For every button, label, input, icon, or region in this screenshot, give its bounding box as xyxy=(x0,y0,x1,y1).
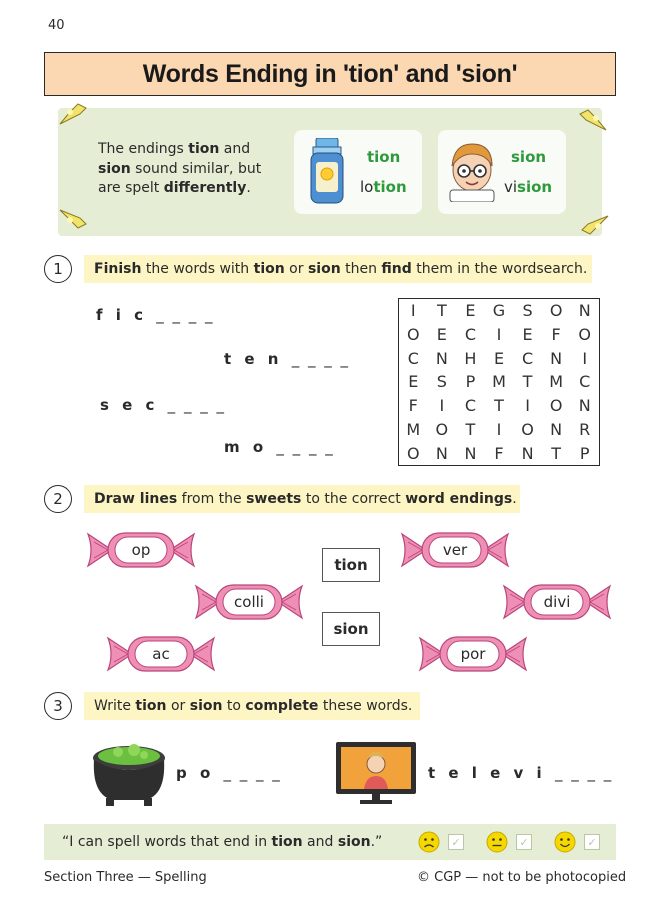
sweet-label: ac xyxy=(152,645,170,663)
wordsearch-cell[interactable]: O xyxy=(549,396,563,416)
wordsearch-cell[interactable]: N xyxy=(464,443,477,463)
page-title: Words Ending in 'tion' and 'sion' xyxy=(142,59,518,88)
tick-box-ok[interactable]: ✓ xyxy=(516,834,532,850)
wordsearch-cell[interactable]: E xyxy=(465,301,476,321)
wordsearch-cell[interactable]: O xyxy=(578,325,591,345)
wordsearch-cell[interactable]: I xyxy=(582,348,588,368)
ending-box-tion[interactable]: tion xyxy=(322,548,380,582)
sweet-ver[interactable] xyxy=(398,530,512,570)
wordsearch-cell[interactable]: I xyxy=(525,396,530,416)
television-icon xyxy=(334,740,418,806)
wordsearch-cell[interactable]: C xyxy=(407,348,419,368)
wordsearch-cell[interactable]: T xyxy=(522,372,533,392)
sweet-label: divi xyxy=(543,593,571,611)
wordsearch-cell[interactable]: C xyxy=(579,372,591,392)
sweet-por[interactable] xyxy=(416,634,530,674)
question-3-instruction: Write tion or sion to complete these words. xyxy=(84,692,420,720)
card-ending-sion: sion xyxy=(511,148,547,166)
wordsearch-cell[interactable]: M xyxy=(549,372,564,392)
wordsearch-cell[interactable]: O xyxy=(549,301,563,321)
wordsearch-cell[interactable]: C xyxy=(464,396,476,416)
wordsearch-cell[interactable]: F xyxy=(408,396,418,416)
wordsearch-cell[interactable]: F xyxy=(494,443,504,463)
card-example-vision: vision xyxy=(504,178,553,196)
wordsearch-cell[interactable]: S xyxy=(522,301,533,321)
fill-word-po[interactable]: p o _ _ _ _ xyxy=(176,764,282,782)
wordsearch-cell[interactable]: O xyxy=(406,443,420,463)
wordsearch-cell[interactable]: O xyxy=(435,419,449,439)
title-box xyxy=(44,52,616,96)
wordsearch-cell[interactable]: M xyxy=(406,419,421,439)
sweet-label: op xyxy=(131,541,151,559)
lotion-bottle-icon xyxy=(308,138,346,206)
wordsearch-grid[interactable] xyxy=(398,298,600,466)
wordsearch-cell[interactable]: C xyxy=(464,325,476,345)
question-2-instruction: Draw lines from the sweets to the correct word endings . xyxy=(84,485,520,513)
wordsearch-cell[interactable]: N xyxy=(435,348,448,368)
cauldron-icon xyxy=(88,740,170,808)
sad-face-icon xyxy=(418,831,440,853)
wordsearch-cell[interactable]: H xyxy=(464,348,477,368)
wordsearch-cell[interactable]: T xyxy=(551,443,562,463)
wordsearch-cell[interactable]: C xyxy=(521,348,534,368)
wordsearch-cell[interactable]: R xyxy=(579,419,591,439)
wordsearch-cell[interactable]: I xyxy=(496,419,502,439)
wordsearch-cell[interactable]: T xyxy=(436,301,447,321)
question-number-2: 2 xyxy=(44,485,72,513)
question-number-1: 1 xyxy=(44,255,72,283)
wordsearch-cell[interactable]: I xyxy=(410,301,416,321)
sweet-divi[interactable] xyxy=(500,582,614,622)
pin-icon xyxy=(56,206,90,234)
sweet-label: colli xyxy=(234,593,264,611)
wordsearch-cell[interactable]: O xyxy=(521,419,534,439)
wordsearch-cell[interactable]: I xyxy=(439,396,445,416)
wordsearch-cell[interactable]: N xyxy=(435,443,448,463)
wordsearch-cell[interactable]: N xyxy=(550,419,563,439)
self-check-statement: “I can spell words that end in tion and sion.” xyxy=(62,834,383,850)
question-1-instruction: Finish the words with tion or sion then find them in the wordsearch. xyxy=(84,255,592,283)
wordsearch-cell[interactable]: I xyxy=(496,325,502,345)
wordsearch-cell[interactable]: P xyxy=(579,443,590,463)
fill-word-fic[interactable]: f i c _ _ _ _ xyxy=(96,306,215,324)
sweet-op[interactable] xyxy=(84,530,198,570)
card-example-lotion: lotion xyxy=(360,178,407,196)
pin-icon xyxy=(576,106,610,134)
happy-face-icon xyxy=(554,831,576,853)
fill-word-mo[interactable]: m o _ _ _ _ xyxy=(224,438,335,456)
sweet-colli[interactable] xyxy=(192,582,306,622)
question-number-3: 3 xyxy=(44,692,72,720)
fill-word-sec[interactable]: s e c _ _ _ _ xyxy=(100,396,226,414)
sweet-label: ver xyxy=(442,541,468,559)
page-number: 40 xyxy=(48,18,65,33)
pin-icon xyxy=(578,212,612,240)
wordsearch-cell[interactable]: N xyxy=(578,301,591,321)
wordsearch-cell[interactable]: M xyxy=(492,372,506,392)
footer-section: Section Three — Spelling xyxy=(44,870,207,885)
wordsearch-cell[interactable]: E xyxy=(493,348,505,368)
boy-with-glasses-icon xyxy=(446,140,498,202)
fill-word-ten[interactable]: t e n _ _ _ _ xyxy=(224,350,351,368)
wordsearch-cell[interactable]: N xyxy=(550,348,563,368)
pin-icon xyxy=(56,100,90,128)
wordsearch-cell[interactable]: S xyxy=(436,372,447,392)
wordsearch-cell[interactable]: T xyxy=(465,419,476,439)
wordsearch-cell[interactable]: F xyxy=(551,325,561,345)
footer-copyright: © CGP — not to be photocopied xyxy=(417,870,627,885)
wordsearch-cell[interactable]: E xyxy=(522,325,533,345)
ending-box-sion[interactable]: sion xyxy=(322,612,380,646)
wordsearch-cell[interactable]: E xyxy=(408,372,419,392)
fill-word-televi[interactable]: t e l e v i _ _ _ _ xyxy=(428,764,614,782)
wordsearch-cell[interactable]: E xyxy=(436,325,447,345)
intro-text: The endings tion and sion sound similar, but are spelt differently. xyxy=(98,141,262,196)
sweet-label: por xyxy=(460,645,486,663)
tick-box-confident[interactable]: ✓ xyxy=(584,834,600,850)
tick-box-unsure[interactable]: ✓ xyxy=(448,834,464,850)
wordsearch-cell[interactable]: T xyxy=(494,396,504,416)
wordsearch-cell[interactable]: G xyxy=(492,301,506,321)
wordsearch-cell[interactable]: N xyxy=(578,396,591,416)
wordsearch-cell[interactable]: O xyxy=(406,325,420,345)
sweet-ac[interactable] xyxy=(104,634,218,674)
card-ending-tion: tion xyxy=(367,148,401,166)
neutral-face-icon xyxy=(486,831,508,853)
wordsearch-cell[interactable]: P xyxy=(465,372,476,392)
wordsearch-cell[interactable]: N xyxy=(521,443,534,463)
